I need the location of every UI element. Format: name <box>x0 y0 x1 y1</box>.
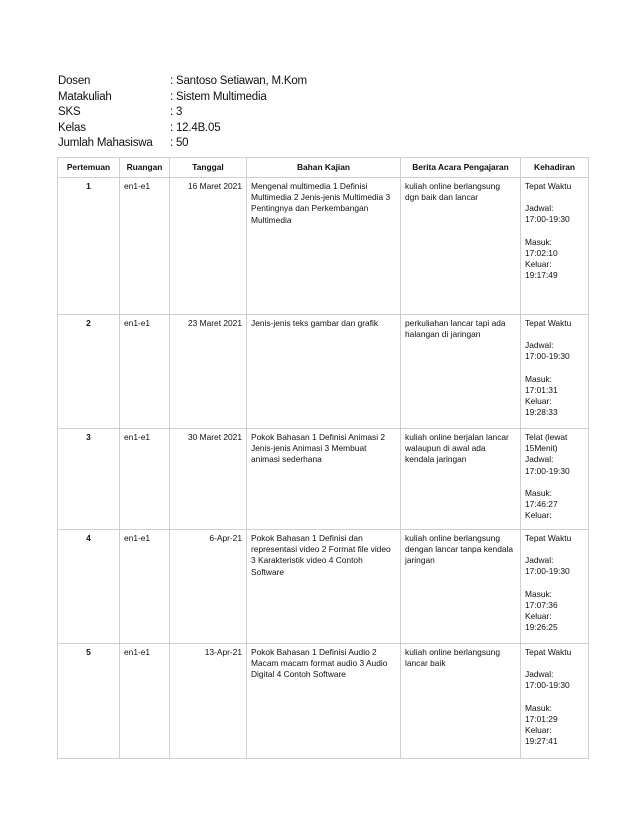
cell-berita-acara: kuliah online berjalan lancar walaupun di awal ada kendala jaringan <box>401 429 521 530</box>
info-row-matakuliah <box>58 90 307 106</box>
cell-berita-acara: perkuliahan lancar tapi ada halangan di jaringan <box>401 315 521 429</box>
header-tanggal: Tanggal <box>170 158 247 178</box>
keluar-label: Keluar: <box>525 611 552 622</box>
cell-bahan-kajian: Jenis-jenis teks gambar dan grafik <box>247 315 401 429</box>
cell-kehadiran <box>521 429 589 530</box>
info-label: SKS <box>58 106 81 119</box>
info-value: : 3 <box>170 106 183 119</box>
table-row <box>58 429 589 530</box>
info-label: Jumlah Mahasiswa <box>58 137 153 150</box>
info-value: : 12.4B.05 <box>170 121 221 134</box>
attendance-status: Tepat Waktu <box>525 533 572 543</box>
masuk-value: 17:01:31 <box>525 384 558 395</box>
jadwal-label: Jadwal: <box>525 669 554 680</box>
jadwal-value: 17:00-19:30 <box>525 566 570 577</box>
keluar-label: Keluar: <box>525 396 552 407</box>
cell-bahan-kajian: Mengenal multimedia 1 Definisi Multimedia 2 Jenis-jenis Multimedia 3 Pentingnya dan Perkembangan Multimedia <box>247 178 401 315</box>
table-row <box>58 178 589 315</box>
attendance-status: Telat (lewat 15Menit) <box>525 432 568 454</box>
jadwal-value: 17:00-19:30 <box>525 680 570 691</box>
header-ruangan: Ruangan <box>120 158 170 178</box>
cell-berita-acara: kuliah online berlangsung lancar baik <box>401 644 521 759</box>
masuk-value: 17:01:29 <box>525 713 558 724</box>
cell-tanggal: 23 Maret 2021 <box>170 315 247 429</box>
masuk-value: 17:46:27 <box>525 499 558 510</box>
table-row <box>58 530 589 644</box>
jadwal-value: 17:00-19:30 <box>525 214 570 225</box>
cell-ruangan: en1-e1 <box>120 315 170 429</box>
keluar-value: 19:27:41 <box>525 736 558 747</box>
cell-ruangan: en1-e1 <box>120 644 170 759</box>
masuk-label: Masuk: <box>525 588 552 599</box>
info-label: Dosen <box>58 75 91 87</box>
attendance-status: Tepat Waktu <box>525 318 572 328</box>
masuk-label: Masuk: <box>525 373 552 384</box>
cell-pertemuan: 2 <box>58 315 120 429</box>
keluar-label: Keluar: <box>525 725 552 736</box>
keluar-value: 19:26:25 <box>525 622 558 633</box>
keluar-label: Keluar: <box>525 259 552 270</box>
masuk-label: Masuk: <box>525 487 552 498</box>
info-label: Kelas <box>58 121 86 134</box>
cell-kehadiran <box>521 178 589 315</box>
cell-ruangan: en1-e1 <box>120 530 170 644</box>
masuk-label: Masuk: <box>525 702 552 713</box>
attendance-status: Tepat Waktu <box>525 647 572 657</box>
keluar-label: Keluar: <box>525 510 552 521</box>
cell-pertemuan: 3 <box>58 429 120 530</box>
jadwal-label: Jadwal: <box>525 555 554 566</box>
cell-berita-acara: kuliah online berlangsung dengan lancar tanpa kendala jaringan <box>401 530 521 644</box>
cell-tanggal: 16 Maret 2021 <box>170 178 247 315</box>
cell-tanggal: 6-Apr-21 <box>170 530 247 644</box>
table-row <box>58 315 589 429</box>
table-header-row <box>58 158 589 178</box>
jadwal-label: Jadwal: <box>525 340 554 351</box>
header-pertemuan: Pertemuan <box>58 158 120 178</box>
cell-tanggal: 13-Apr-21 <box>170 644 247 759</box>
cell-kehadiran <box>521 315 589 429</box>
course-info <box>58 74 307 152</box>
info-value: : Santoso Setiawan, M.Kom <box>170 75 307 87</box>
info-label: Matakuliah <box>58 90 112 103</box>
jadwal-label: Jadwal: <box>525 454 554 465</box>
keluar-value: 19:17:49 <box>525 270 558 281</box>
info-row-jumlah-mahasiswa <box>58 136 307 152</box>
cell-bahan-kajian: Pokok Bahasan 1 Definisi Audio 2 Macam macam format audio 3 Audio Digital 4 Contoh Software <box>247 644 401 759</box>
masuk-value: 17:02:10 <box>525 247 558 258</box>
info-value: : 50 <box>170 137 189 150</box>
jadwal-value: 17:00-19:30 <box>525 465 570 476</box>
table-row <box>58 644 589 759</box>
keluar-value: 19:28:33 <box>525 407 558 418</box>
cell-tanggal: 30 Maret 2021 <box>170 429 247 530</box>
cell-pertemuan: 4 <box>58 530 120 644</box>
cell-bahan-kajian: Pokok Bahasan 1 Definisi dan representasi video 2 Format file video 3 Karakteristik video 4 Contoh Software <box>247 530 401 644</box>
jadwal-label: Jadwal: <box>525 203 554 214</box>
cell-kehadiran <box>521 530 589 644</box>
cell-kehadiran <box>521 644 589 759</box>
attendance-status: Tepat Waktu <box>525 181 572 191</box>
cell-pertemuan: 5 <box>58 644 120 759</box>
info-row-kelas <box>58 121 307 137</box>
masuk-value: 17:07:36 <box>525 599 558 610</box>
info-row-sks <box>58 105 307 121</box>
header-kehadiran: Kehadiran <box>521 158 589 178</box>
cell-pertemuan: 1 <box>58 178 120 315</box>
header-berita-acara: Berita Acara Pengajaran <box>401 158 521 178</box>
masuk-label: Masuk: <box>525 236 552 247</box>
cell-bahan-kajian: Pokok Bahasan 1 Definisi Animasi 2 Jenis-jenis Animasi 3 Membuat animasi sederhana <box>247 429 401 530</box>
cell-ruangan: en1-e1 <box>120 429 170 530</box>
attendance-table <box>57 157 589 759</box>
info-row-dosen <box>58 74 307 90</box>
header-bahan-kajian: Bahan Kajian <box>247 158 401 178</box>
info-value: : Sistem Multimedia <box>170 90 267 103</box>
cell-ruangan: en1-e1 <box>120 178 170 315</box>
cell-berita-acara: kuliah online berlangsung dgn baik dan lancar <box>401 178 521 315</box>
jadwal-value: 17:00-19:30 <box>525 351 570 362</box>
